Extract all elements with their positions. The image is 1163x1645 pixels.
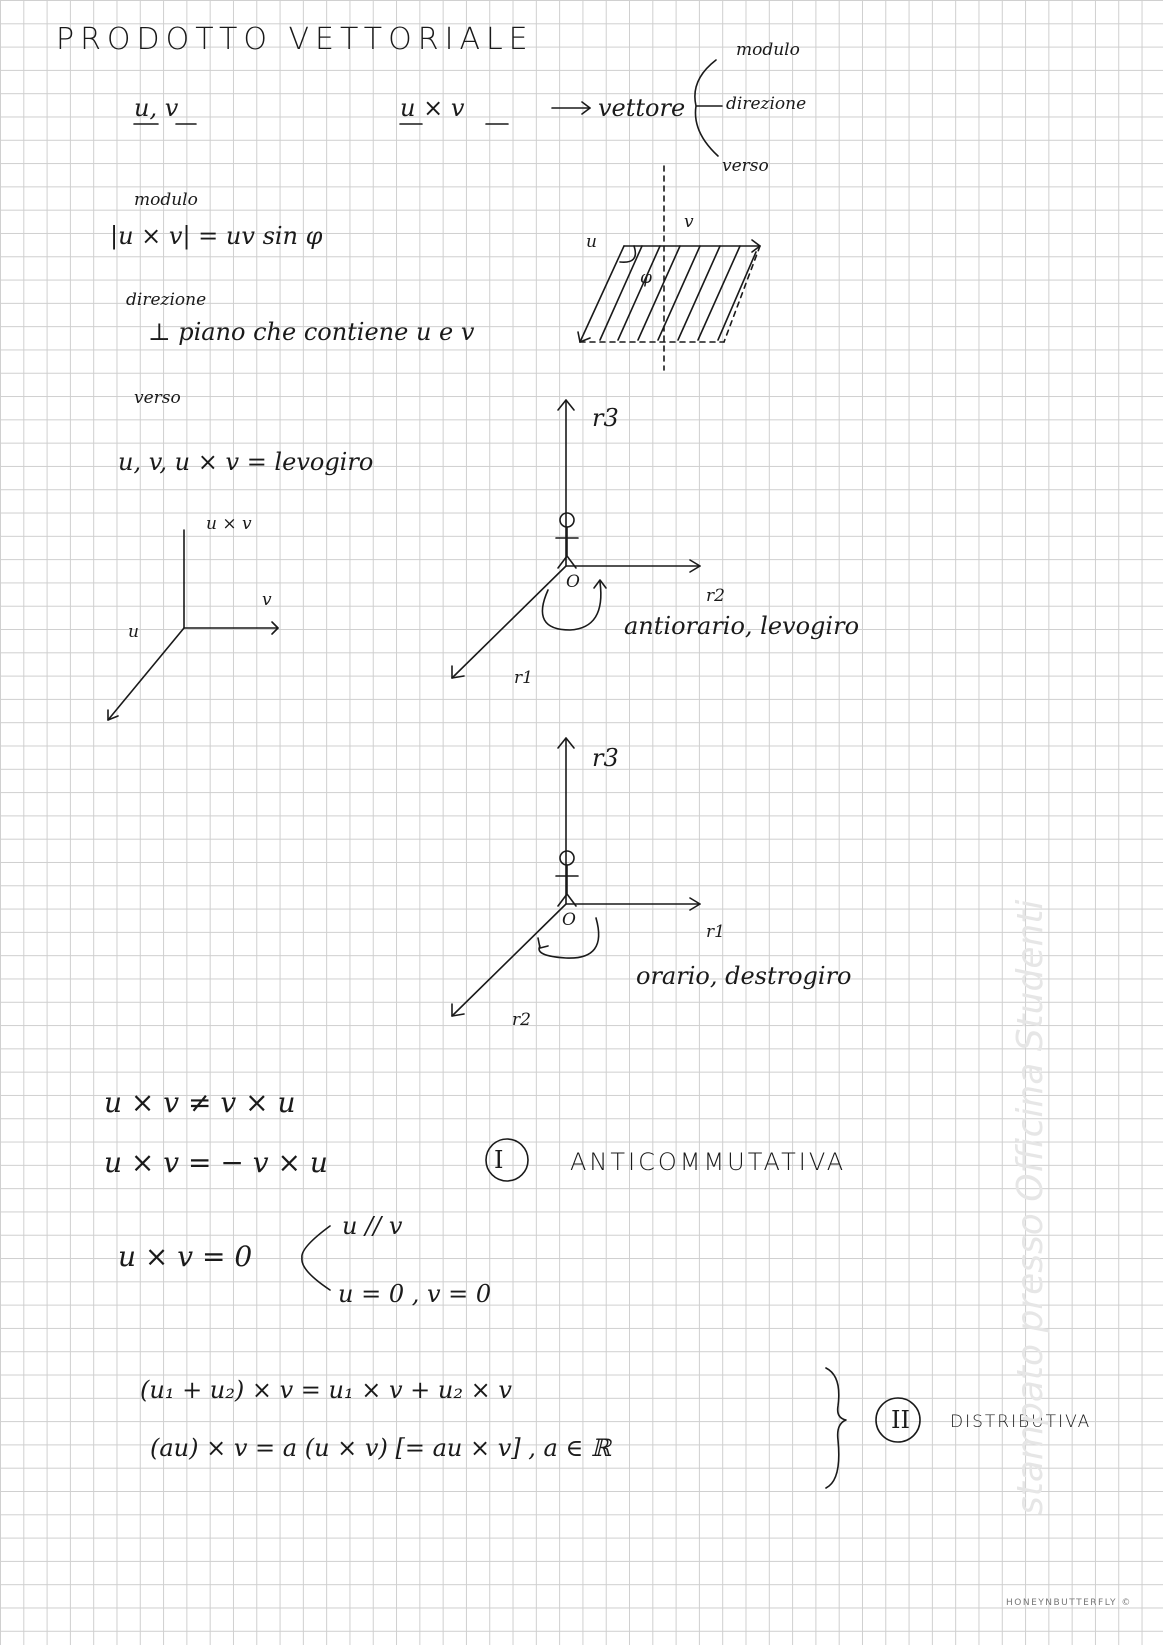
- property2-name: DISTRIBUTIVA: [950, 1412, 1092, 1432]
- parallelogram-u-side: [580, 246, 624, 342]
- distributive-line1: (u₁ + u₂) × v = u₁ × v + u₂ × v: [140, 1376, 512, 1404]
- modulo-formula: |u × v| = uv sin φ: [110, 222, 323, 250]
- verso-rule: u, v, u × v = levogiro: [118, 448, 374, 476]
- branch-brace: [695, 60, 722, 156]
- property1-number: I: [494, 1146, 504, 1174]
- branch-verso: verso: [722, 156, 769, 176]
- zero-product-lhs: u × v = 0: [118, 1240, 253, 1273]
- zero-product-brace: [302, 1226, 330, 1290]
- branch-direzione: direzione: [726, 94, 807, 114]
- verso-label: verso: [134, 388, 181, 408]
- parallelogram-u-label: u: [586, 232, 597, 252]
- diagram2-figure-body: [556, 865, 578, 906]
- operands-label: u, v: [134, 94, 179, 122]
- diagram1-y-label: r1: [514, 668, 533, 688]
- diagram2-y-axis: [452, 904, 566, 1016]
- direzione-text: ⊥ piano che contiene u e v: [148, 318, 475, 346]
- diagram1-z-label: r3: [592, 404, 619, 432]
- diagram1-figure-head: [560, 513, 574, 527]
- zero-case-null: u = 0 , v = 0: [338, 1280, 492, 1308]
- diagram1-x-label: r2: [706, 586, 725, 606]
- property2-circle: [876, 1398, 920, 1442]
- diagram1-y-axis: [452, 566, 566, 678]
- small-axes-top-label: u × v: [206, 514, 252, 534]
- zero-case-parallel: u // v: [342, 1212, 403, 1240]
- property1-name: ANTICOMMUTATIVA: [570, 1148, 847, 1176]
- small-axes-left-label: u: [128, 622, 139, 642]
- branch-modulo: modulo: [736, 40, 800, 60]
- property-line-noncommute: u × v ≠ v × u: [104, 1086, 296, 1119]
- distributive-line2: (au) × v = a (u × v) [= au × v] , a ∈ ℝ: [150, 1434, 611, 1462]
- diagram2-origin: O: [562, 910, 576, 930]
- diagram2-caption: orario, destrogiro: [636, 962, 852, 990]
- parallelogram-v-label: v: [684, 212, 694, 232]
- diagram1-figure-body: [556, 527, 578, 568]
- property-line-anticommute: u × v = − v × u: [104, 1146, 328, 1179]
- distributive-brace: [826, 1368, 846, 1488]
- diagram2-figure-head: [560, 851, 574, 865]
- diagram2-y-label: r2: [512, 1010, 531, 1030]
- diagram2-rotation-head: [538, 938, 548, 948]
- parallelogram-angle-label: φ: [640, 268, 652, 288]
- parallelogram-hatching: [600, 246, 756, 340]
- watermark: stampato presso Officina Studenti: [1010, 899, 1051, 1515]
- small-axes-right-label: v: [262, 590, 272, 610]
- diagram1-caption: antiorario, levogiro: [624, 612, 860, 640]
- direzione-label: direzione: [126, 290, 207, 310]
- property1-circle: [486, 1139, 528, 1181]
- page-title: PRODOTTO VETTORIALE: [56, 22, 534, 57]
- modulo-label: modulo: [134, 190, 198, 210]
- footer-credit: HONEYNBUTTERFLY ©: [1006, 1598, 1132, 1608]
- diagram2-z-label: r3: [592, 744, 619, 772]
- small-axes-diagonal: [108, 628, 184, 720]
- result-vettore: vettore: [598, 94, 686, 122]
- diagram2-x-label: r1: [706, 922, 725, 942]
- diagram2-rotation-arrow: [539, 918, 599, 958]
- diagram1-rotation-arrow: [542, 582, 600, 630]
- property2-number: II: [891, 1406, 910, 1434]
- diagram1-origin: O: [566, 572, 580, 592]
- cross-product-label: u × v: [400, 94, 465, 122]
- parallelogram-right: [724, 246, 760, 342]
